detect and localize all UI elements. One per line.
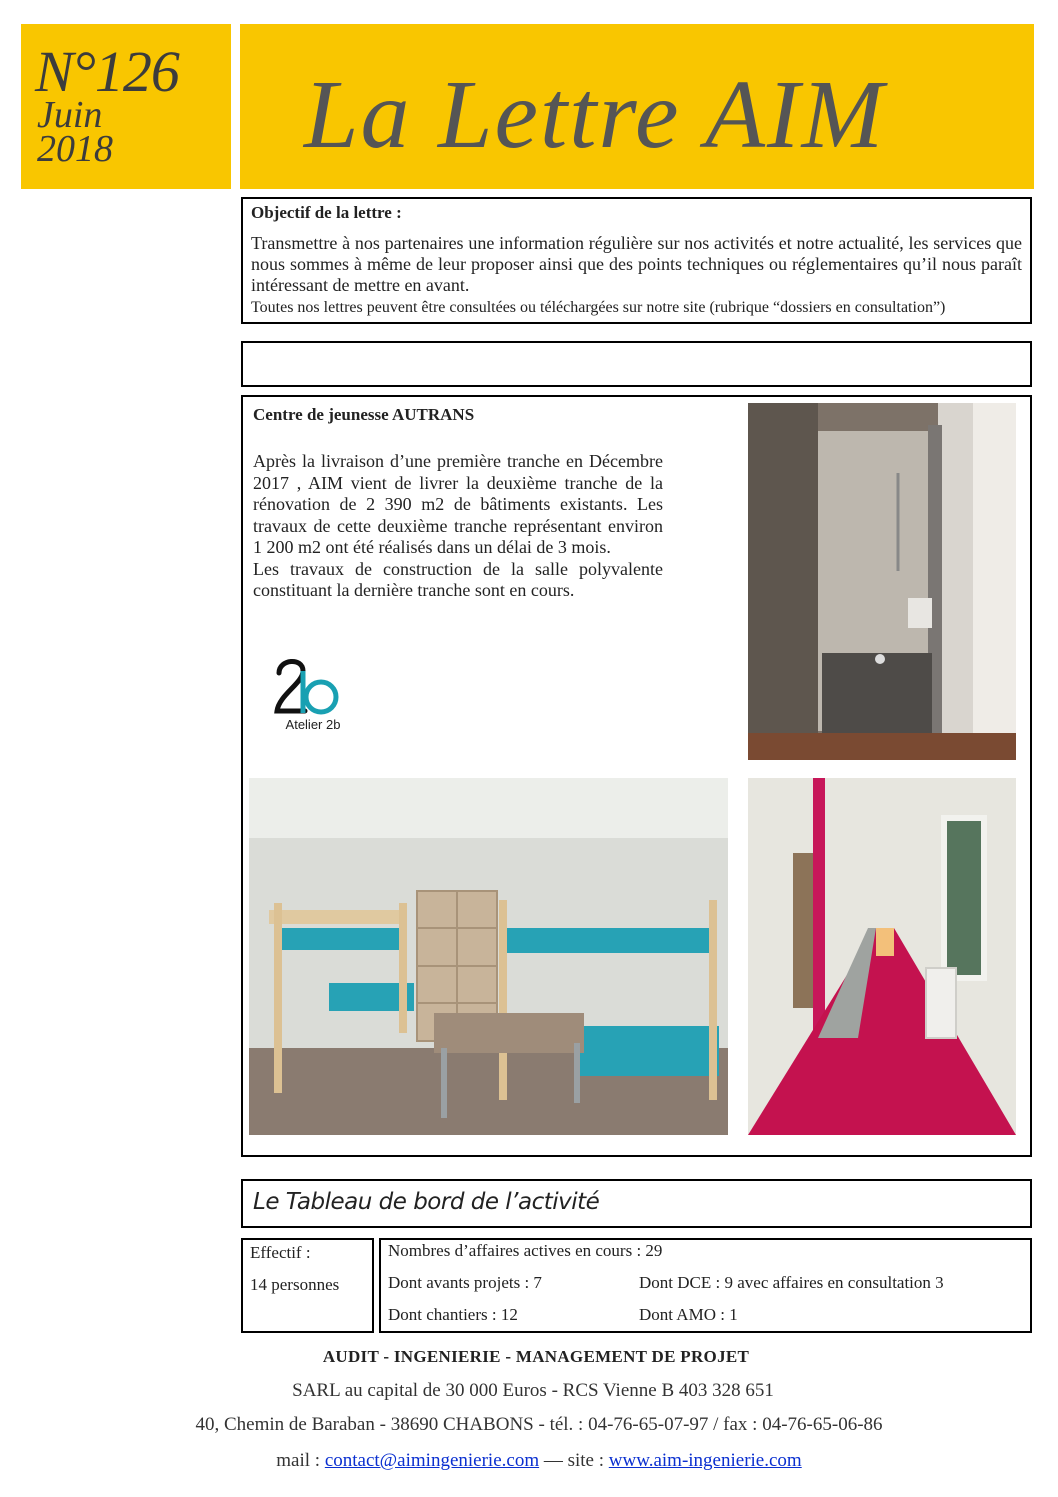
issue-month: Juin <box>37 94 103 136</box>
stat-active-projects: Nombres d’affaires actives en cours : 29 <box>388 1241 663 1260</box>
staff-label: Effectif : <box>250 1243 311 1262</box>
issue-year: 2018 <box>37 128 113 170</box>
empty-frame <box>241 341 1032 387</box>
shower-room-photo <box>748 403 1016 760</box>
objectif-paragraph: Transmettre à nos partenaires une information régulière sur nos activités et notre actualité, les services que nous sommes à même de leur proposer ainsi que des points techniques ou réglementaires qu’il nous paraît intéressant de mettre en avant. <box>251 233 1022 295</box>
staff-section <box>241 1238 374 1333</box>
atelier-2b-logo <box>273 655 353 737</box>
corridor-photo <box>748 778 1016 1135</box>
project-paragraph: Après la livraison d’une première tranche en Décembre 2017 , AIM vient de livrer la deuxième tranche de la rénovation de 2 390 m2 de bâtiments existants. Les travaux de cette deuxième tranche représentant environ 1 200 m2 ont été réalisés dans un délai de 3 mois. <box>253 451 663 557</box>
footer-contact <box>10 1450 1058 1472</box>
logo-mark-icon <box>273 655 353 717</box>
issue-banner <box>21 24 231 189</box>
stat-worksites: Dont chantiers : 12 <box>388 1305 518 1324</box>
objectif-note: Toutes nos lettres peuvent être consultées ou téléchargées sur notre site (rubrique “dossiers en consultation”) <box>251 299 946 316</box>
site-label: — site : <box>539 1450 609 1471</box>
project-paragraph: Les travaux de construction de la salle polyvalente constituant la dernière tranche sont en cours. <box>253 558 663 600</box>
title-banner <box>240 24 1034 189</box>
dashboard-header <box>241 1179 1032 1228</box>
objectif-section <box>241 197 1032 324</box>
mail-label: mail : <box>276 1450 325 1471</box>
logo-label: Atelier 2b <box>285 717 341 732</box>
footer-address: 40, Chemin de Baraban - 38690 CHABONS - tél. : 04-76-65-07-97 / fax : 04-76-65-06-86 <box>195 1414 883 1435</box>
stat-amo: Dont AMO : 1 <box>639 1305 738 1324</box>
footer-tagline: AUDIT - INGENIERIE - MANAGEMENT DE PROJET <box>322 1347 750 1366</box>
project-description <box>253 451 663 602</box>
activity-stats <box>379 1238 1032 1333</box>
project-section <box>241 395 1032 1157</box>
footer-company: SARL au capital de 30 000 Euros - RCS Vienne B 403 328 651 <box>292 1380 774 1401</box>
stat-dce: Dont DCE : 9 avec affaires en consultation 3 <box>639 1273 944 1292</box>
email-link[interactable]: contact@aimingenierie.com <box>324 1450 540 1471</box>
dormitory-bunk-beds-photo <box>249 778 728 1135</box>
objectif-heading: Objectif de la lettre : <box>251 203 402 222</box>
project-title: Centre de jeunesse AUTRANS <box>253 405 475 424</box>
website-link[interactable]: www.aim-ingenierie.com <box>608 1450 802 1471</box>
staff-value: 14 personnes <box>250 1275 340 1294</box>
dashboard-title: Le Tableau de bord de l’activité <box>253 1189 600 1215</box>
issue-number: N°126 <box>35 39 179 104</box>
stat-pre-projects: Dont avants projets : 7 <box>388 1273 542 1292</box>
newsletter-title: La Lettre AIM <box>304 61 886 169</box>
